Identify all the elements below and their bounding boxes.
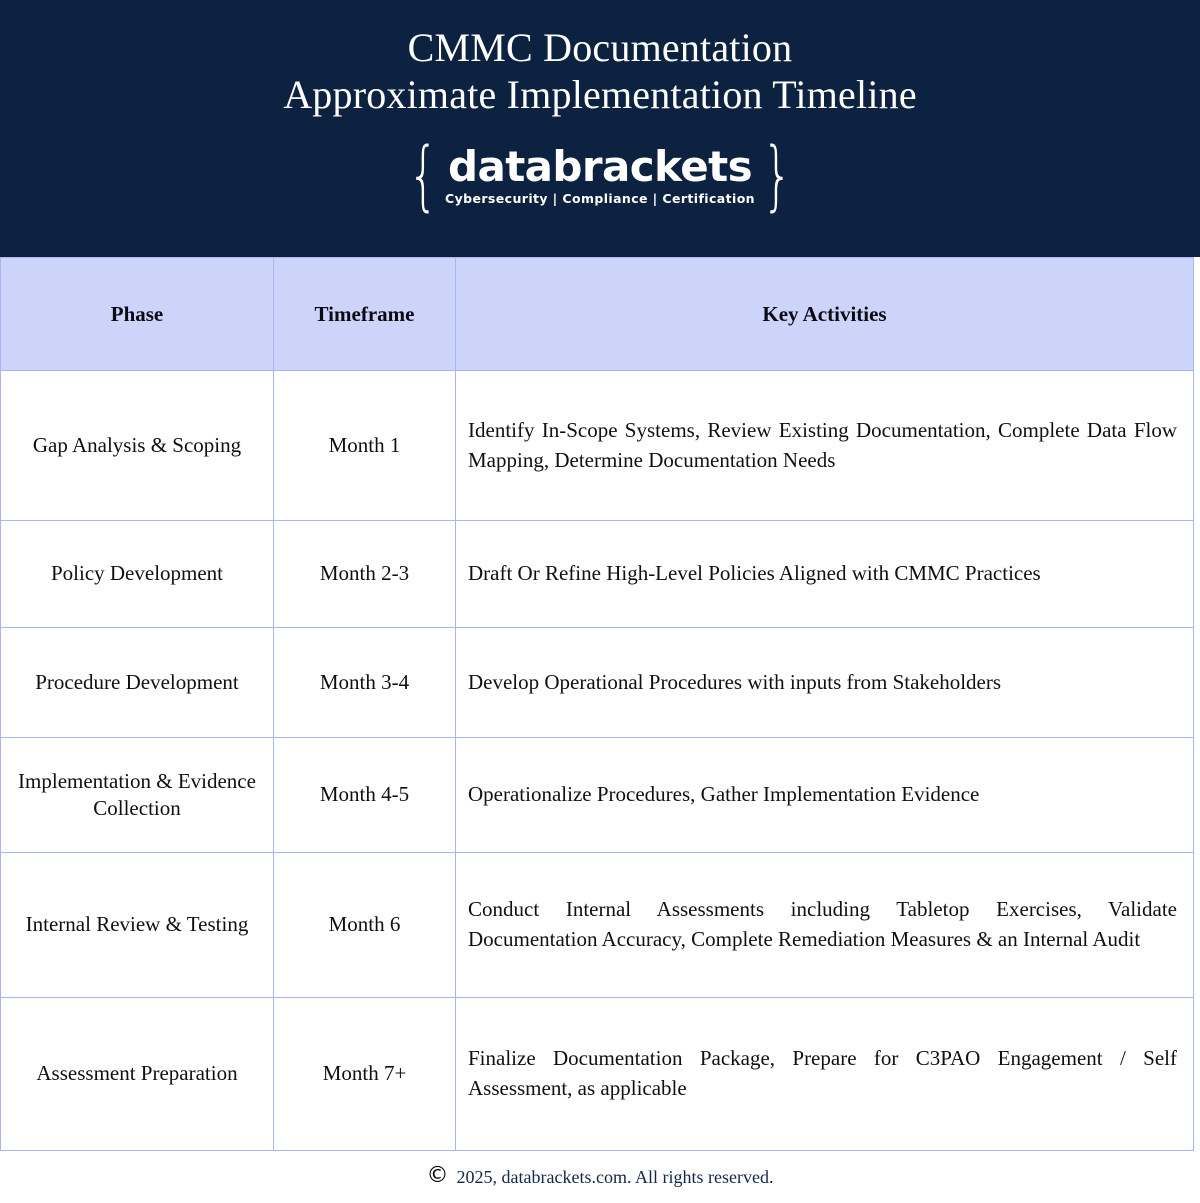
column-header-key-activities: Key Activities — [456, 258, 1194, 371]
cell-key-activities — [456, 998, 1194, 1151]
databrackets-logo — [399, 130, 802, 220]
title-line-2: Approximate Implementation Timeline — [283, 72, 917, 118]
cell-phase: Internal Review & Testing — [1, 853, 274, 998]
table-row — [1, 853, 1194, 998]
column-header-phase: Phase — [1, 258, 274, 371]
cell-phase: Implementation & Evidence Collection — [1, 738, 274, 853]
cell-phase: Gap Analysis & Scoping — [1, 371, 274, 521]
table-row — [1, 521, 1194, 628]
cell-phase: Assessment Preparation — [1, 998, 274, 1151]
cell-key-activities-text: Operationalize Procedures, Gather Implementation Evidence — [468, 782, 980, 807]
cell-key-activities-text: Finalize Documentation Package, Prepare for C3PAO Engagement / Self Assessment, as applicable — [468, 1046, 1177, 1100]
brace-left-icon: { — [407, 130, 438, 220]
cell-phase: Policy Development — [1, 521, 274, 628]
cell-key-activities-text: Draft Or Refine High-Level Policies Aligned with CMMC Practices — [468, 561, 1041, 586]
cell-timeframe: Month 3-4 — [274, 628, 456, 738]
cell-key-activities-text: Conduct Internal Assessments including Tabletop Exercises, Validate Documentation Accuracy, Complete Remediation Measures & an Internal Audit — [468, 897, 1177, 951]
table-row — [1, 998, 1194, 1151]
cell-key-activities — [456, 521, 1194, 628]
title-line-1: CMMC Documentation — [407, 25, 793, 70]
column-header-timeframe: Timeframe — [274, 258, 456, 371]
logo-tagline: Cybersecurity | Compliance | Certification — [445, 190, 755, 206]
cell-timeframe: Month 6 — [274, 853, 456, 998]
table-row — [1, 738, 1194, 853]
table-header — [1, 258, 1194, 371]
cell-key-activities-text: Develop Operational Procedures with inputs from Stakeholders — [468, 669, 1002, 694]
cell-key-activities — [456, 738, 1194, 853]
cell-key-activities — [456, 371, 1194, 521]
cell-key-activities-text: Identify In-Scope Systems, Review Existing Documentation, Complete Data Flow Mapping, Determine Documentation Needs — [468, 417, 1177, 472]
brace-right-icon: } — [762, 130, 793, 220]
table-row — [1, 628, 1194, 738]
cell-timeframe: Month 1 — [274, 371, 456, 521]
table-row — [1, 371, 1194, 521]
table-header-row — [1, 258, 1194, 371]
cell-timeframe: Month 7+ — [274, 998, 456, 1151]
table-body — [1, 371, 1194, 1151]
header-banner — [0, 0, 1200, 257]
footer — [0, 1151, 1200, 1203]
cell-timeframe: Month 4-5 — [274, 738, 456, 853]
page-title — [283, 24, 917, 118]
copyright-icon: © — [426, 1163, 449, 1188]
logo-text-stack — [441, 141, 759, 206]
cell-timeframe: Month 2-3 — [274, 521, 456, 628]
implementation-timeline-table — [0, 257, 1194, 1151]
cell-key-activities — [456, 853, 1194, 998]
footer-text: 2025, databrackets.com. All rights reserved. — [456, 1166, 774, 1187]
cell-phase: Procedure Development — [1, 628, 274, 738]
cell-key-activities — [456, 628, 1194, 738]
logo-wordmark: databrackets — [447, 141, 752, 191]
